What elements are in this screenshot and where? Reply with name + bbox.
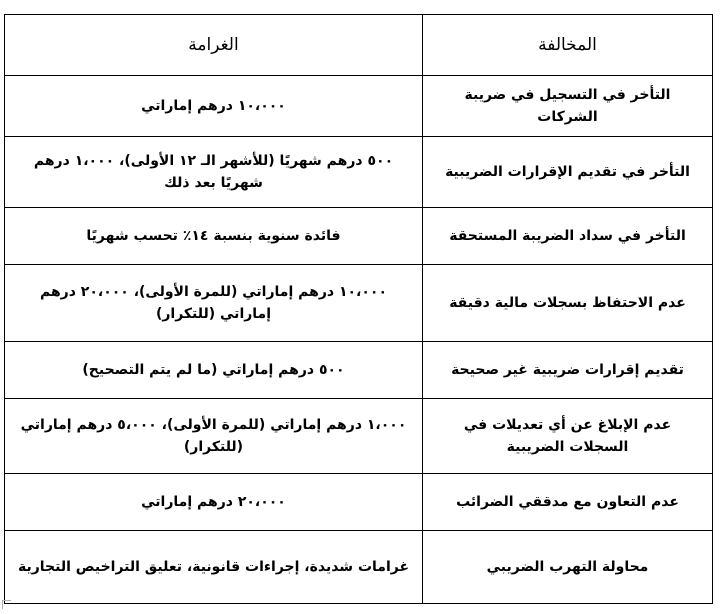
table-row: [5, 208, 713, 265]
table-row: [5, 399, 713, 474]
table-row: [5, 474, 713, 531]
page-corner-mark: [2, 600, 11, 609]
violation-cell: عدم التعاون مع مدققي الضرائب: [423, 474, 713, 531]
penalty-cell: ٢٠،٠٠٠ درهم إماراتي: [5, 474, 423, 531]
violation-cell: التأخر في تقديم الإقرارات الضريبية: [423, 137, 713, 208]
header-violation: المخالفة: [423, 15, 713, 76]
table-row: [5, 531, 713, 604]
penalty-cell: ١،٠٠٠ درهم إماراتي (للمرة الأولى)، ٥،٠٠٠ درهم إماراتي (للتكرار): [5, 399, 423, 474]
penalty-cell: غرامات شديدة، إجراءات قانونية، تعليق التراخيص التجارية: [5, 531, 423, 604]
violation-cell: محاولة التهرب الضريبي: [423, 531, 713, 604]
penalties-table: [4, 14, 713, 604]
table-row: [5, 76, 713, 137]
violation-cell: التأخر في سداد الضريبة المستحقة: [423, 208, 713, 265]
penalty-cell: فائدة سنوية بنسبة ١٤٪ تحسب شهريًا: [5, 208, 423, 265]
penalty-cell: ١٠،٠٠٠ درهم إماراتي: [5, 76, 423, 137]
violation-cell: تقديم إقرارات ضريبية غير صحيحة: [423, 342, 713, 399]
penalty-cell: ٥٠٠ درهم إماراتي (ما لم يتم التصحيح): [5, 342, 423, 399]
violation-cell: التأخر في التسجيل في ضريبة الشركات: [423, 76, 713, 137]
penalty-cell: ١٠،٠٠٠ درهم إماراتي (للمرة الأولى)، ٢٠،٠٠٠ درهم إماراتي (للتكرار): [5, 265, 423, 342]
violation-cell: عدم الإبلاغ عن أي تعديلات في السجلات الضريبية: [423, 399, 713, 474]
violation-cell: عدم الاحتفاظ بسجلات مالية دقيقة: [423, 265, 713, 342]
table-row: [5, 342, 713, 399]
penalty-cell: ٥٠٠ درهم شهريًا (للأشهر الـ ١٢ الأولى)، ١،٠٠٠ درهم شهريًا بعد ذلك: [5, 137, 423, 208]
table-row: [5, 137, 713, 208]
table-row: [5, 265, 713, 342]
table-header-row: [5, 15, 713, 76]
header-penalty: الغرامة: [5, 15, 423, 76]
